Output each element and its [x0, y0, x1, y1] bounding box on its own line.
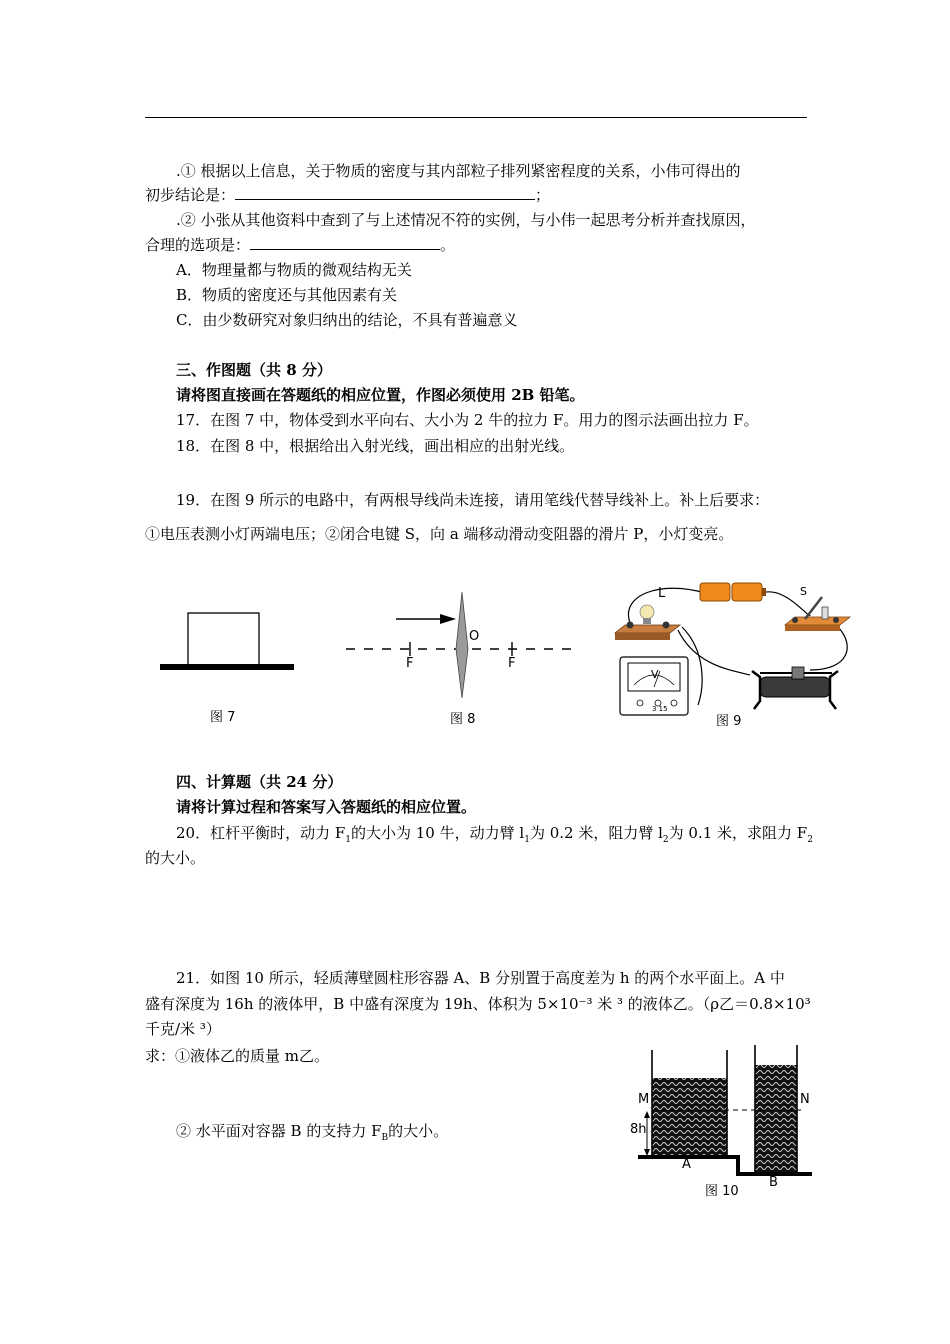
answer-blank-2[interactable] — [250, 235, 440, 250]
header-rule — [145, 117, 807, 118]
q18-text: 18．在图 8 中，根据给出入射光线，画出相应的出射光线。 — [176, 437, 575, 455]
lens-shape — [456, 592, 468, 698]
q21-ask2-end: 的大小。 — [388, 1122, 449, 1140]
q16-part2-line1: .② 小张从其他资料中查到了与上述情况不符的实例，与小伟一起思考分析并查找原因， — [176, 211, 756, 229]
q21-ask1: 求：①液体乙的质量 m乙。 — [145, 1047, 329, 1065]
rheostat-stand-right — [830, 671, 838, 709]
rheostat-stand-left — [752, 671, 760, 709]
lamp-terminal-left — [627, 622, 634, 629]
focus-label-left: F — [406, 656, 414, 671]
q16-part1-line2 — [145, 185, 550, 205]
focus-label-right: F — [508, 656, 516, 671]
figure-8-convex-lens — [340, 590, 580, 702]
q20-line2: 的大小。 — [145, 849, 206, 867]
battery-cell-1 — [700, 583, 730, 601]
battery-cell-2 — [732, 583, 762, 601]
q21-ask2 — [176, 1121, 448, 1148]
lamp-label: L — [658, 586, 666, 601]
q21-line2: 盛有深度为 16h 的液体甲，B 中盛有深度为 19h、体积为 5×10⁻³ 米 ³ 的液体乙。（ρ乙＝0.8×10³ — [145, 995, 811, 1013]
q20-sub-4: 2 — [807, 835, 813, 845]
lamp-board — [615, 625, 680, 633]
lamp-terminal-right — [663, 622, 670, 629]
q21-ask2-sub: B — [381, 1133, 389, 1143]
q16-part2-line2 — [145, 235, 455, 255]
lens-center-label: O — [469, 629, 480, 644]
q16-part1-line1: .① 根据以上信息，关于物质的密度与其内部粒子排列紧密程度的关系，小伟可得出的 — [176, 162, 741, 180]
wire-switch-rheostat — [810, 627, 847, 670]
q17-text: 17．在图 7 中，物体受到水平向右、大小为 2 牛的拉力 F。用力的图示法画出拉力 F。 — [176, 411, 759, 429]
label-container-a: A — [682, 1157, 691, 1172]
bulb-icon — [640, 605, 654, 619]
figure-10-caption: 图 10 — [705, 1184, 739, 1199]
label-container-b: B — [769, 1175, 778, 1190]
switch-base-edge — [785, 625, 840, 631]
q16-part2-prefix: 合理的选项是： — [145, 236, 251, 254]
switch-post — [822, 607, 828, 619]
figure-9-circuit — [610, 575, 865, 725]
voltmeter-terminal-neg — [637, 700, 643, 706]
voltmeter-terminal-15 — [671, 700, 677, 706]
figure-9-caption: 图 9 — [716, 714, 742, 729]
dimension-arrow-top — [644, 1111, 650, 1118]
label-n: N — [800, 1092, 810, 1107]
option-a: A．物理量都与物质的微观结构无关 — [176, 261, 412, 279]
rheostat-coil — [760, 677, 830, 697]
answer-blank-1[interactable] — [235, 185, 535, 200]
label-8h: 8h — [630, 1122, 647, 1137]
q20-sub-1: 1 — [345, 835, 351, 845]
block-rect — [188, 613, 259, 665]
figure-8-caption: 图 8 — [450, 712, 476, 727]
section4-title: 四、计算题（共 24 分） — [176, 773, 343, 791]
q21-ask2-text: ② 水平面对容器 B 的支持力 F — [176, 1122, 382, 1140]
option-b: B．物质的密度还与其他因素有关 — [176, 286, 398, 304]
figure-10-containers — [630, 1045, 820, 1190]
q20-part-b: 的大小为 10 牛，动力臂 l — [351, 824, 525, 842]
figure-7-caption: 图 7 — [210, 710, 236, 725]
switch-terminal-right — [833, 617, 839, 623]
q20-part-a: 20．杠杆平衡时，动力 F — [176, 824, 346, 842]
option-c: C．由少数研究对象归纳出的结论，不具有普遍意义 — [176, 311, 518, 329]
switch-label: S — [800, 585, 807, 598]
section4-instruction: 请将计算过程和答案写入答题纸的相应位置。 — [176, 798, 477, 816]
q20-part-c: 为 0.2 米，阻力臂 l — [529, 824, 663, 842]
section3-title: 三、作图题（共 8 分） — [176, 361, 332, 379]
switch-lever — [805, 597, 822, 619]
voltmeter-terminals-label: 3 15 — [652, 705, 668, 713]
q16-part2-suffix: 。 — [440, 236, 456, 254]
battery-terminal — [762, 588, 766, 596]
rheostat-slider — [792, 667, 804, 679]
q16-part1-suffix: ； — [535, 186, 551, 204]
voltmeter-label: V — [651, 668, 659, 681]
ray-arrowhead — [440, 614, 456, 624]
bulb-base — [643, 618, 651, 624]
q20-sub-2: 1 — [524, 835, 530, 845]
q19-line2: ①电压表测小灯两端电压；②闭合电键 S，向 a 端移动滑动变阻器的滑片 P，小灯变亮。 — [145, 525, 734, 543]
liquid-yi — [755, 1065, 797, 1172]
q21-line1: 21．如图 10 所示，轻质薄壁圆柱形容器 A、B 分别置于高度差为 h 的两个水平面上。A 中 — [176, 969, 785, 987]
figure-7-block-on-surface — [155, 605, 300, 675]
wire-lamp-rheostat — [678, 630, 750, 675]
q16-part1-prefix: 初步结论是： — [145, 186, 236, 204]
lamp-board-edge — [615, 633, 670, 640]
dimension-arrow-bottom — [644, 1149, 650, 1156]
q20-part-d: 为 0.1 米，求阻力 F — [668, 824, 808, 842]
q19-line1: 19．在图 9 所示的电路中，有两根导线尚未连接，请用笔线代替导线补上。补上后要求： — [176, 491, 770, 509]
q20-sub-3: 2 — [662, 835, 669, 845]
q20-line1 — [176, 823, 813, 850]
switch-terminal-left — [792, 617, 798, 623]
ground-surface — [160, 664, 294, 670]
section3-instruction: 请将图直接画在答题纸的相应位置，作图必须使用 2B 铅笔。 — [176, 386, 585, 404]
label-m: M — [638, 1092, 650, 1107]
q21-line3: 千克/米 ³） — [145, 1020, 221, 1038]
wire-lamp-battery — [628, 588, 705, 623]
liquid-jia — [652, 1078, 727, 1156]
